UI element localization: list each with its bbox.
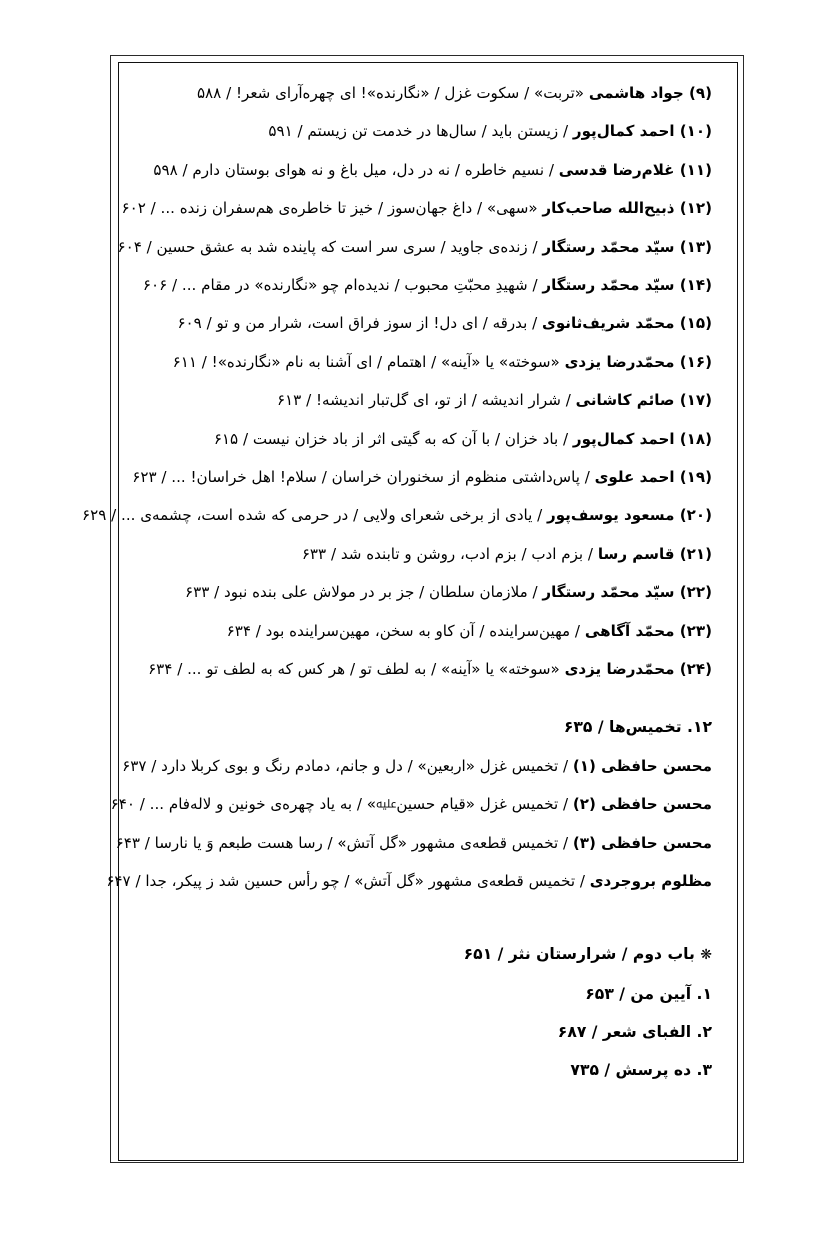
bab-section <box>133 934 712 1089</box>
toc-entry <box>133 573 712 611</box>
toc-entry-author: (۱۳) سیّد محمّد رستگار <box>542 237 712 256</box>
toc-entry <box>117 228 712 266</box>
toc-entry-author: (۱۶) محمّدرضا یزدی <box>564 352 712 371</box>
toc-entry-author: (۱۴) سیّد محمّد رستگار <box>542 276 712 295</box>
toc-entry-detail: / شهیدِ محبّتِ محبوب / ندیده‌ام چو «نگارنده» در مقام ... / ۶۰۶ <box>142 276 543 295</box>
takhmis-entry-detail: / تخمیس قطعه‌ی مشهور «گل آتش» / چو رأس حسین شد ز پیکر، جدا / ۶۴۷ <box>106 872 590 891</box>
takhmis-entry <box>106 862 712 900</box>
toc-entry-author: (۱۹) احمد علوی <box>594 468 712 487</box>
toc-entry <box>133 612 712 650</box>
toc-entry-author: (۲۱) قاسم رسا <box>597 544 712 563</box>
table-of-contents-content <box>82 74 712 1089</box>
toc-entry-detail: / بزم ادب / بزم ادب، روشن و تابنده شد / ۶۳۳ <box>301 544 598 563</box>
bab-items-list <box>133 975 712 1089</box>
toc-entry-detail: / مهین‌سراینده / آن کاو به سخن، مهین‌سراینده بود / ۶۳۴ <box>226 621 585 640</box>
toc-entry <box>133 420 712 458</box>
toc-entry-detail: «سوخته» یا «آینه» / اهتمام / ای آشنا به نام «نگارنده»! / ۶۱۱ <box>172 352 565 371</box>
toc-entry-author: (۱۸) احمد کمال‌پور <box>572 429 712 448</box>
toc-entry <box>133 304 712 342</box>
toc-entry <box>133 112 712 150</box>
takhmis-entry-detail-cont: » / به یاد چهره‌ی خونین و لاله‌فام ... / ۶۴۰ <box>110 794 377 813</box>
toc-entry <box>133 650 712 688</box>
entries-list <box>82 74 712 689</box>
toc-entry <box>133 151 712 189</box>
toc-entry <box>121 189 712 227</box>
takhmis-entry <box>110 785 712 824</box>
toc-entry-author: (۲۰) مسعود یوسف‌پور <box>547 506 712 525</box>
toc-entry-detail: / ملازمان سلطان / جز بر در مولاش علی بنده نبود / ۶۳۳ <box>185 583 543 602</box>
toc-entry-detail: / زیستن باید / سال‌ها در خدمت تن زیستم / ۵۹۱ <box>268 122 573 141</box>
takhmis-entry-detail: / تخمیس غزل «قیام حسین <box>396 794 573 813</box>
takhmis-entry-detail: / تخمیس قطعه‌ی مشهور «گل آتش» / رسا هست طبعم وَ یا نارسا / ۶۴۳ <box>115 833 573 852</box>
takhmis-entry-author: محسن حافظی (۱) <box>572 756 712 775</box>
bab-heading <box>133 934 712 975</box>
toc-entry <box>133 458 712 496</box>
toc-entry-detail: «سوخته» یا «آینه» / به لطف تو / هر کس که به لطف تو ... / ۶۳۴ <box>148 660 565 679</box>
toc-entry-detail: / یادی از برخی شعرای ولایی / در حرمی که شده است، چشمه‌ی ... / ۶۲۹ <box>82 506 548 525</box>
toc-entry-detail: «تربت» / سکوت غزل / «نگارنده»! ای چهره‌آرای شعر! / ۵۸۸ <box>196 84 589 102</box>
toc-entry-author: (۲۳) محمّد آگاهی <box>584 621 712 640</box>
toc-entry-author: (۲۴) محمّدرضا یزدی <box>564 660 712 679</box>
toc-entry-author: (۱۵) محمّد شریف‌ثانوی <box>542 314 712 333</box>
toc-entry-detail: / بدرقه / ای دل! از سوز فراق است، شرار من و تو / ۶۰۹ <box>177 314 542 333</box>
takhmis-list <box>106 747 712 901</box>
toc-entry-detail: / زنده‌ی جاوید / سری سر است که پاینده شد به عشق حسین / ۶۰۴ <box>117 237 543 256</box>
toc-entry-author: (۱۷) صائم کاشانی <box>575 391 712 410</box>
toc-entry <box>133 343 712 381</box>
toc-entry <box>133 74 712 112</box>
takhmis-entry-author: محسن حافظی (۳) <box>572 833 712 852</box>
bab-item: ۳. ده پرسش / ۷۳۵ <box>570 1061 712 1080</box>
toc-entry-detail: «سهی» / داغ جهان‌سوز / خیز تا خاطره‌ی هم‌سفران زنده ... / ۶۰۲ <box>121 199 543 218</box>
takhmis-entry-detail: / تخمیس غزل «اربعین» / دل و جانم، دمادم رنگ و بوی کربلا دارد / ۶۳۷ <box>122 756 573 775</box>
takhmis-section-heading: ۱۲. تخمیس‌ها / ۶۳۵ <box>563 717 712 736</box>
bab-heading-text: باب دوم / شرارستان نثر / ۶۵۱ <box>463 945 701 964</box>
toc-entry-detail: / شرار اندیشه / از تو، ای گل‌تبار اندیشه! / ۶۱۳ <box>276 391 576 410</box>
takhmis-entry-author: محسن حافظی (۲) <box>572 794 712 813</box>
toc-entry-author: (۹) جواد هاشمی <box>588 84 712 102</box>
toc-entry-detail: / پاس‌داشتی منظوم از سخنوران خراسان / سلام! اهل خراسان! ... / ۶۲۳ <box>132 468 595 487</box>
takhmis-entry-author: مظلوم بروجردی <box>589 872 712 891</box>
star-bullet-icon: ❋ <box>700 947 712 964</box>
bab-item: ۱. آیین من / ۶۵۳ <box>585 985 712 1004</box>
toc-entry <box>133 381 712 419</box>
toc-entry <box>133 535 712 573</box>
toc-entry-author: (۱۲) ذبیح‌الله صاحب‌کار <box>542 199 712 218</box>
takhmis-entry <box>122 747 712 785</box>
toc-entry-author: (۲۲) سیّد محمّد رستگار <box>542 583 712 602</box>
toc-entry <box>82 496 712 534</box>
toc-entry-detail: / نسیم خاطره / نه در دل، میل باغ و نه هوای بوستان دارم / ۵۹۸ <box>153 160 559 179</box>
toc-entry-author: (۱۰) احمد کمال‌پور <box>572 122 712 141</box>
bab-item: ۲. الفبای شعر / ۶۸۷ <box>557 1023 712 1042</box>
honorific-icon: ﷷ <box>376 797 397 811</box>
toc-entry-detail: / باد خزان / با آن که به گیتی اثر از باد خزان نیست / ۶۱۵ <box>213 429 573 448</box>
toc-entry <box>133 266 712 304</box>
toc-entry-author: (۱۱) غلام‌رضا قدسی <box>558 160 712 179</box>
takhmis-entry <box>115 824 712 862</box>
